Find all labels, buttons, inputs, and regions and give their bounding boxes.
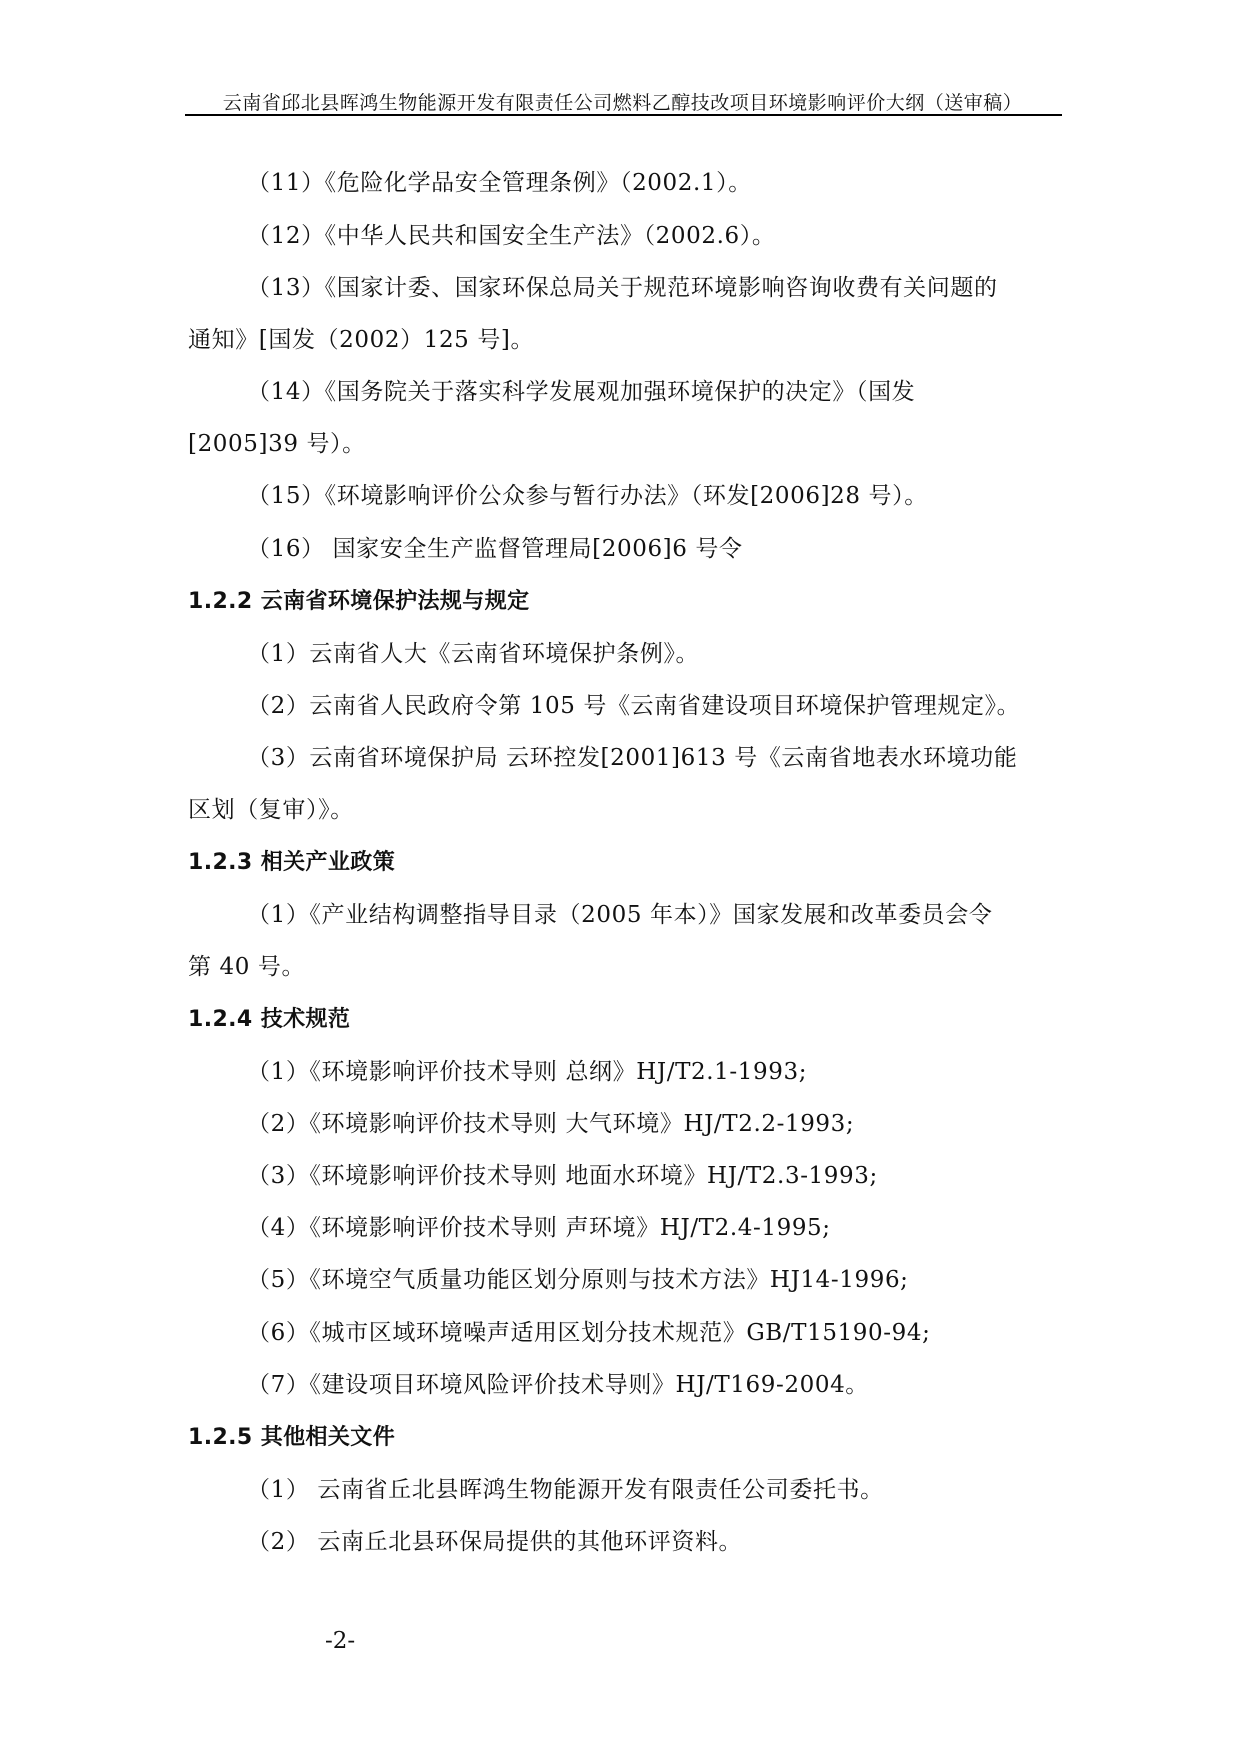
section-heading-1-2-4: 1.2.4 技术规范	[188, 1007, 351, 1032]
reference-item-15: （15）《环境影响评价公众参与暂行办法》（环发[2006]28 号）。	[247, 483, 928, 509]
header-rule	[185, 114, 1062, 116]
reference-item-11: （11）《危险化学品安全管理条例》（2002.1）。	[247, 170, 752, 196]
reference-item-13: （13）《国家计委、国家环保总局关于规范环境影响咨询收费有关问题的	[247, 275, 998, 301]
standard-item-6: （6）《城市区域环境噪声适用区划分技术规范》GB/T15190-94;	[247, 1320, 931, 1346]
reference-item-12: （12）《中华人民共和国安全生产法》（2002.6）。	[247, 223, 776, 249]
policy-item-1: （1）《产业结构调整指导目录（2005 年本）》国家发展和改革委员会令	[247, 902, 993, 928]
reference-item-13-cont: 通知》[国发（2002）125 号]。	[188, 327, 535, 353]
section-heading-1-2-5: 1.2.5 其他相关文件	[188, 1425, 396, 1450]
regulation-item-1: （1）云南省人大《云南省环境保护条例》。	[247, 641, 700, 667]
regulation-item-2: （2）云南省人民政府令第 105 号《云南省建设项目环境保护管理规定》。	[247, 693, 1021, 719]
standard-item-5: （5）《环境空气质量功能区划分原则与技术方法》HJ14-1996;	[247, 1267, 909, 1293]
standard-item-3: （3）《环境影响评价技术导则 地面水环境》HJ/T2.3-1993;	[247, 1163, 878, 1189]
policy-item-1-cont: 第 40 号。	[188, 954, 306, 980]
regulation-item-3: （3）云南省环境保护局 云环控发[2001]613 号《云南省地表水环境功能	[247, 745, 1018, 771]
standard-item-7: （7）《建设项目环境风险评价技术导则》HJ/T169-2004。	[247, 1372, 869, 1398]
running-header: 云南省邱北县晖鸿生物能源开发有限责任公司燃料乙醇技改项目环境影响评价大纲（送审稿）	[222, 92, 1023, 114]
section-heading-1-2-3: 1.2.3 相关产业政策	[188, 850, 396, 875]
regulation-item-3-cont: 区划（复审）》。	[188, 797, 354, 823]
reference-item-14-cont: [2005]39 号）。	[188, 431, 366, 457]
reference-item-14: （14）《国务院关于落实科学发展观加强环境保护的决定》（国发	[247, 379, 916, 405]
section-heading-1-2-2: 1.2.2 云南省环境保护法规与规定	[188, 589, 530, 614]
standard-item-1: （1）《环境影响评价技术导则 总纲》HJ/T2.1-1993;	[247, 1059, 808, 1085]
reference-item-16: （16） 国家安全生产监督管理局[2006]6 号令	[247, 536, 743, 562]
standard-item-2: （2）《环境影响评价技术导则 大气环境》HJ/T2.2-1993;	[247, 1111, 855, 1137]
page-number: -2-	[325, 1628, 356, 1654]
standard-item-4: （4）《环境影响评价技术导则 声环境》HJ/T2.4-1995;	[247, 1215, 831, 1241]
other-document-item-2: （2） 云南丘北县环保局提供的其他环评资料。	[247, 1529, 743, 1555]
other-document-item-1: （1） 云南省丘北县晖鸿生物能源开发有限责任公司委托书。	[247, 1477, 884, 1503]
